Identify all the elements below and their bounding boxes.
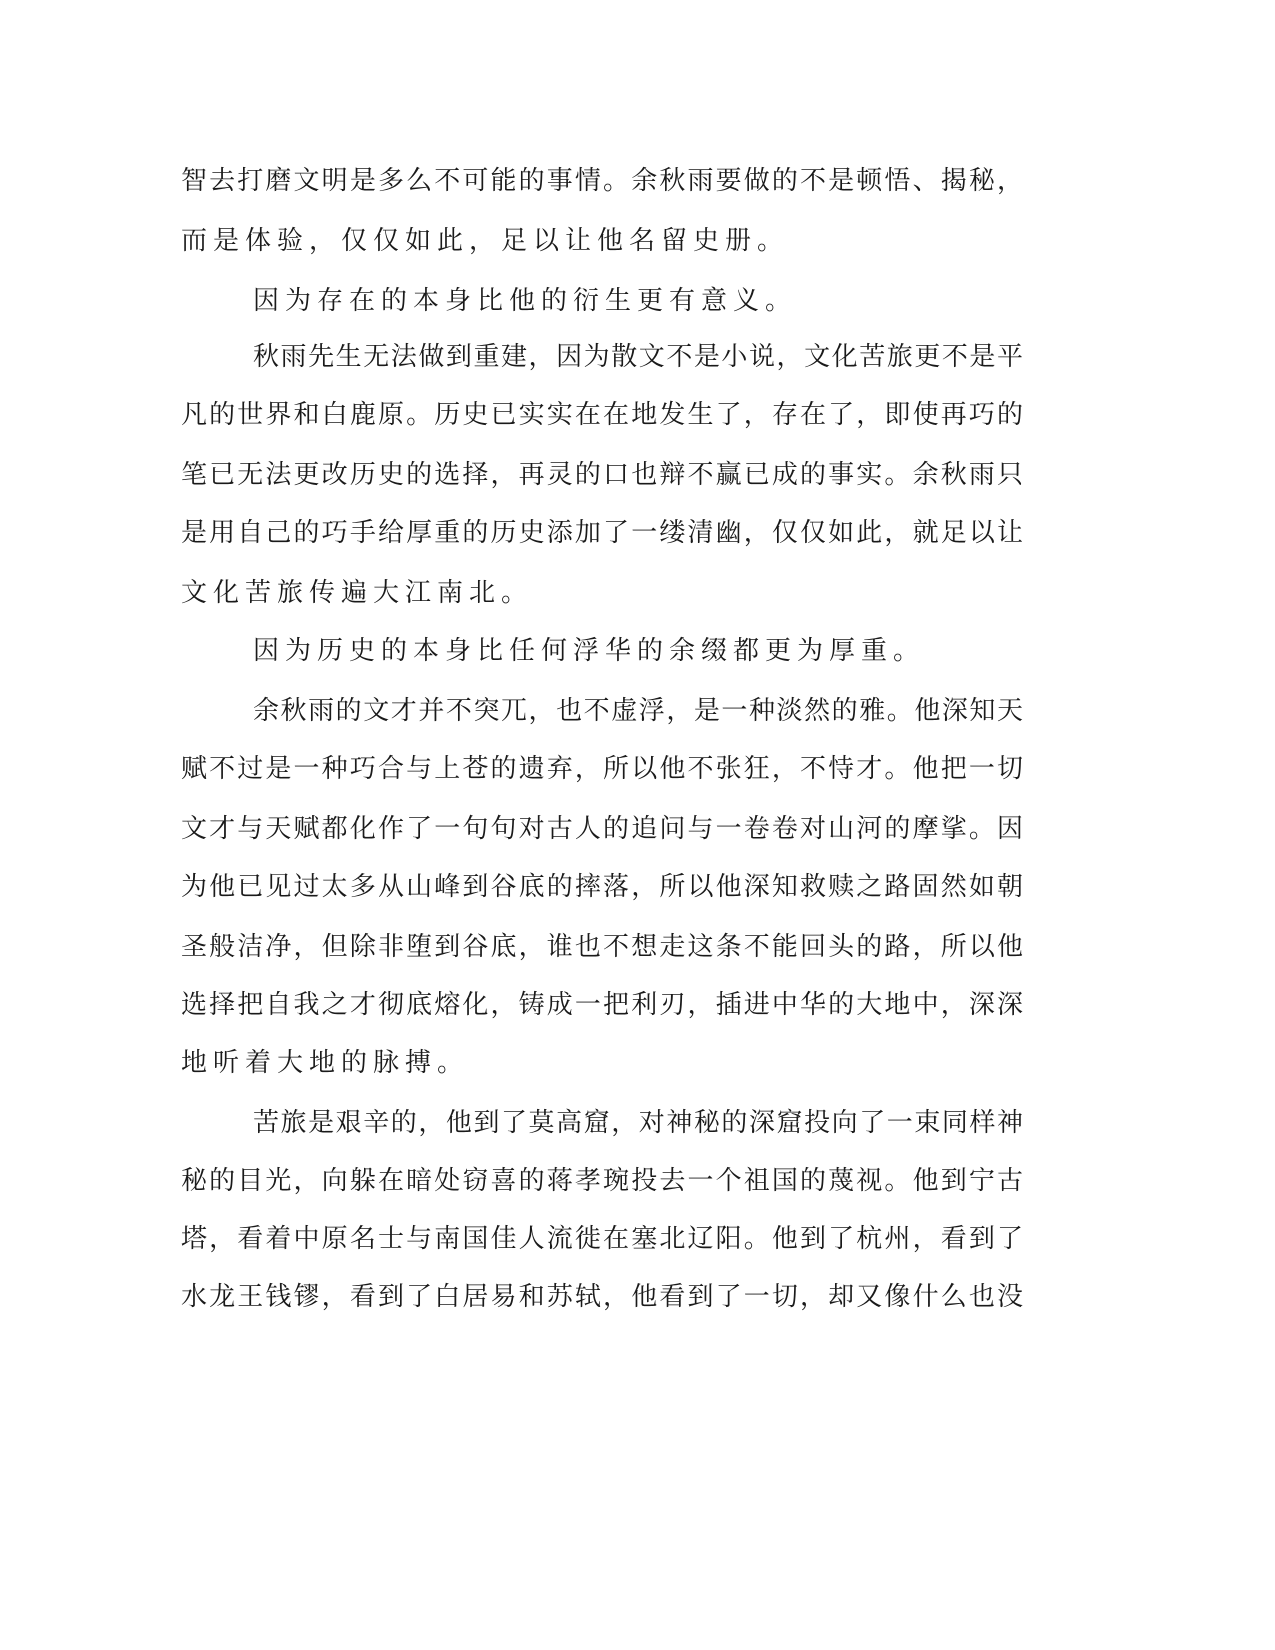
paragraph-line: 圣般洁净，但除非堕到谷底，谁也不想走这条不能回头的路，所以他	[181, 932, 1023, 962]
paragraph-line: 因为存在的本身比他的衍生更有意义。	[253, 286, 798, 316]
paragraph-line: 文才与天赋都化作了一句句对古人的追问与一卷卷对山河的摩挲。因	[181, 814, 1023, 844]
paragraph-line: 余秋雨的文才并不突兀，也不虚浮，是一种淡然的雅。他深知天	[253, 696, 1023, 726]
paragraph-line: 凡的世界和白鹿原。历史已实实在在地发生了，存在了，即使再巧的	[181, 400, 1023, 430]
paragraph-line: 秋雨先生无法做到重建，因为散文不是小说，文化苦旅更不是平	[253, 342, 1023, 372]
paragraph-line: 赋不过是一种巧合与上苍的遗弃，所以他不张狂，不恃才。他把一切	[181, 754, 1023, 784]
paragraph-line: 秘的目光，向躲在暗处窃喜的蒋孝琬投去一个祖国的蔑视。他到宁古	[181, 1166, 1023, 1196]
paragraph-line: 智去打磨文明是多么不可能的事情。余秋雨要做的不是顿悟、揭秘，	[181, 166, 1023, 196]
paragraph-line: 因为历史的本身比任何浮华的余缀都更为厚重。	[253, 636, 926, 666]
paragraph-line: 而是体验，仅仅如此，足以让他名留史册。	[181, 226, 790, 256]
paragraph-line: 文化苦旅传遍大江南北。	[181, 578, 534, 608]
paragraph-line: 笔已无法更改历史的选择，再灵的口也辩不赢已成的事实。余秋雨只	[181, 460, 1023, 490]
paragraph-line: 地听着大地的脉搏。	[181, 1048, 470, 1078]
paragraph-line: 为他已见过太多从山峰到谷底的摔落，所以他深知救赎之路固然如朝	[181, 872, 1023, 902]
paragraph-line: 苦旅是艰辛的，他到了莫高窟，对神秘的深窟投向了一束同样神	[253, 1108, 1023, 1138]
paragraph-line: 是用自己的巧手给厚重的历史添加了一缕清幽，仅仅如此，就足以让	[181, 518, 1023, 548]
paragraph-line: 水龙王钱镠，看到了白居易和苏轼，他看到了一切，却又像什么也没	[181, 1282, 1023, 1312]
paragraph-line: 塔，看着中原名士与南国佳人流徙在塞北辽阳。他到了杭州，看到了	[181, 1224, 1023, 1254]
paragraph-line: 选择把自我之才彻底熔化，铸成一把利刃，插进中华的大地中，深深	[181, 990, 1023, 1020]
